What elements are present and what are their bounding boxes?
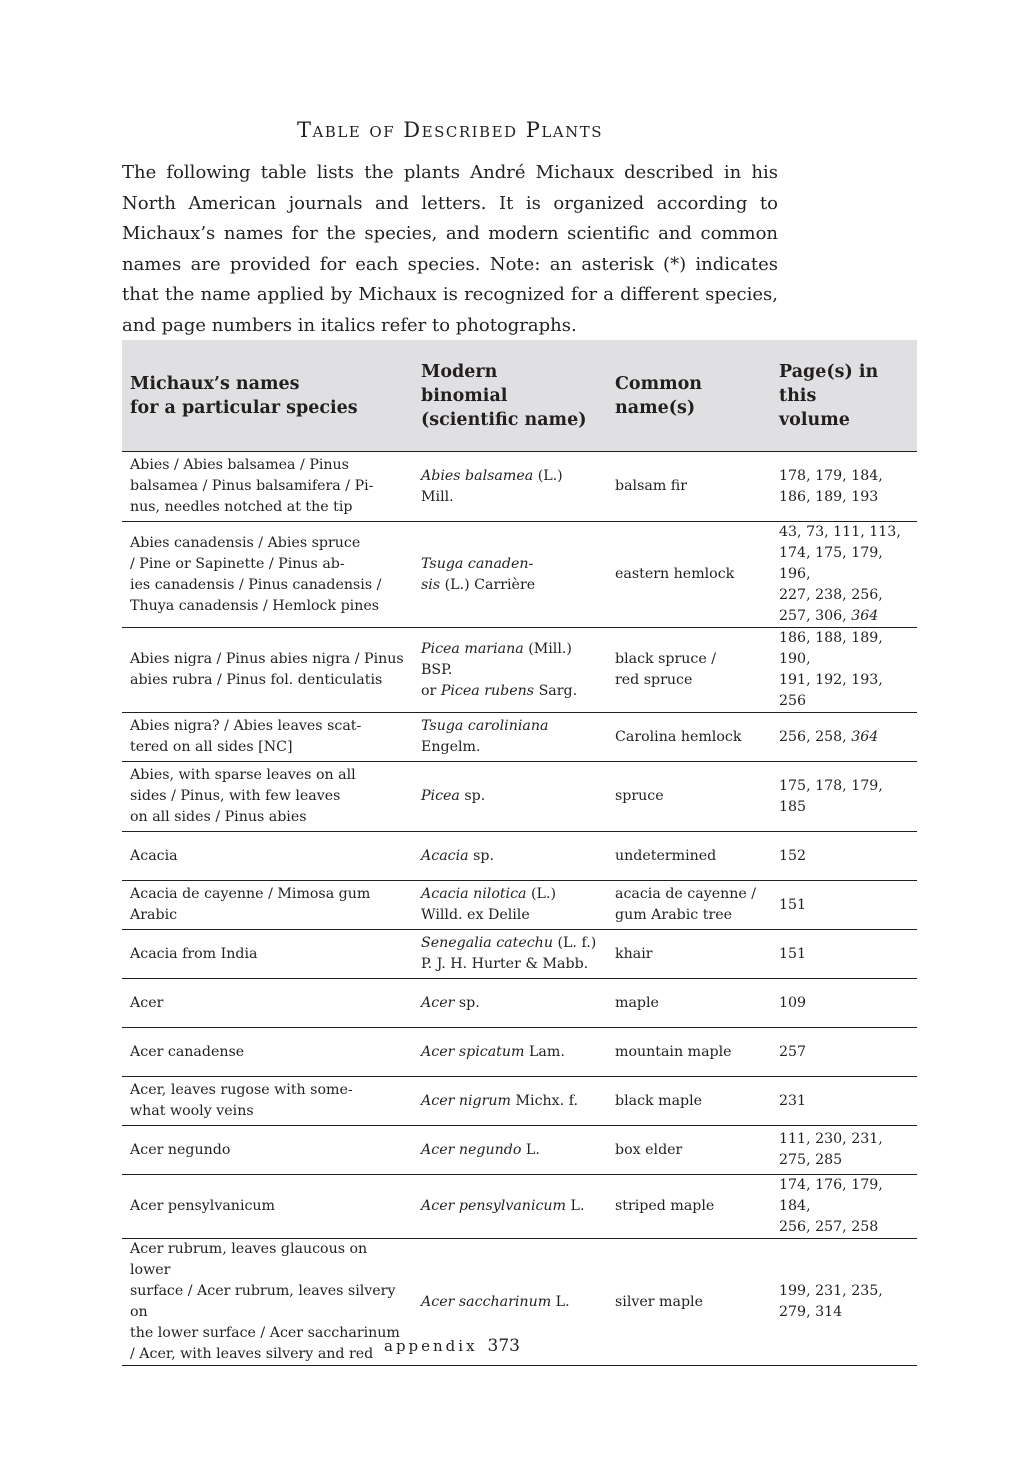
binomial-cell: Acer pensylvanicum L. xyxy=(413,1175,607,1239)
pages-cell: 256, 258, 364 xyxy=(771,713,917,762)
table-row xyxy=(122,452,917,522)
common-name-cell: acacia de cayenne / gum Arabic tree xyxy=(607,881,771,930)
table-row xyxy=(122,1028,917,1077)
table-row xyxy=(122,1126,917,1175)
michaux-names-cell: Acacia xyxy=(122,832,413,881)
table-row xyxy=(122,832,917,881)
binomial-cell: Acer negundo L. xyxy=(413,1126,607,1175)
common-name-cell: black maple xyxy=(607,1077,771,1126)
table-row xyxy=(122,713,917,762)
common-name-cell: black spruce / red spruce xyxy=(607,628,771,713)
michaux-names-cell: Abies nigra? / Abies leaves scat- tered on all sides [NC] xyxy=(122,713,413,762)
plants-table xyxy=(122,340,917,1366)
pages-cell: 186, 188, 189, 190, 191, 192, 193, 256 xyxy=(771,628,917,713)
michaux-names-cell: Acer xyxy=(122,979,413,1028)
binomial-cell: Acer sp. xyxy=(413,979,607,1028)
table-body xyxy=(122,452,917,1366)
pages-cell: 109 xyxy=(771,979,917,1028)
pages-cell: 199, 231, 235, 279, 314 xyxy=(771,1239,917,1366)
table-row xyxy=(122,930,917,979)
table-row xyxy=(122,1077,917,1126)
table-row xyxy=(122,881,917,930)
common-name-cell: Carolina hemlock xyxy=(607,713,771,762)
common-name-cell: undetermined xyxy=(607,832,771,881)
michaux-names-cell: Abies canadensis / Abies spruce / Pine or Sapinette / Pinus ab- ies canadensis / Pinus canadensis / Thuya canadensis / Hemlock pines xyxy=(122,522,413,628)
pages-cell: 231 xyxy=(771,1077,917,1126)
common-name-cell: khair xyxy=(607,930,771,979)
footer-label: appendix xyxy=(384,1337,478,1355)
table-header-row xyxy=(122,340,917,452)
michaux-names-cell: Acacia de cayenne / Mimosa gum Arabic xyxy=(122,881,413,930)
page-number: 373 xyxy=(487,1336,520,1356)
pages-cell: 257 xyxy=(771,1028,917,1077)
pages-cell: 43, 73, 111, 113, 174, 175, 179, 196, 227, 238, 256, 257, 306, 364 xyxy=(771,522,917,628)
header-michaux-names: Michaux’s names for a particular species xyxy=(122,340,413,452)
common-name-cell: mountain maple xyxy=(607,1028,771,1077)
binomial-cell: Picea mariana (Mill.) BSP. or Picea rubens Sarg. xyxy=(413,628,607,713)
pages-cell: 111, 230, 231, 275, 285 xyxy=(771,1126,917,1175)
common-name-cell: silver maple xyxy=(607,1239,771,1366)
michaux-names-cell: Abies nigra / Pinus abies nigra / Pinus abies rubra / Pinus fol. denticulatis xyxy=(122,628,413,713)
pages-cell: 174, 176, 179, 184, 256, 257, 258 xyxy=(771,1175,917,1239)
michaux-names-cell: Acer negundo xyxy=(122,1126,413,1175)
binomial-cell: Acer nigrum Michx. f. xyxy=(413,1077,607,1126)
michaux-names-cell: Acer pensylvanicum xyxy=(122,1175,413,1239)
binomial-cell: Picea sp. xyxy=(413,762,607,832)
table-row xyxy=(122,628,917,713)
table-row xyxy=(122,762,917,832)
page-footer xyxy=(384,1336,520,1356)
michaux-names-cell: Abies, with sparse leaves on all sides / Pinus, with few leaves on all sides / Pinus abies xyxy=(122,762,413,832)
pages-cell: 151 xyxy=(771,881,917,930)
michaux-names-cell: Acacia from India xyxy=(122,930,413,979)
common-name-cell: box elder xyxy=(607,1126,771,1175)
binomial-cell: Acer spicatum Lam. xyxy=(413,1028,607,1077)
pages-cell: 151 xyxy=(771,930,917,979)
header-common-names: Common name(s) xyxy=(607,340,771,452)
intro-paragraph: The following table lists the plants André Michaux described in his North American journals and letters. It is organized according to Michaux’s names for the species, and modern scientific and common names are provided for each species. Note: an asterisk (*) indicates that the name applied by Michaux is recognized for a different species, and page numbers in italics refer to photographs. xyxy=(122,162,778,336)
header-pages: Page(s) in this volume xyxy=(771,340,917,452)
table-row xyxy=(122,1175,917,1239)
common-name-cell: eastern hemlock xyxy=(607,522,771,628)
table-row xyxy=(122,979,917,1028)
binomial-cell: Abies balsamea (L.) Mill. xyxy=(413,452,607,522)
binomial-cell: Acer saccharinum L. xyxy=(413,1239,607,1366)
binomial-cell: Tsuga caroliniana Engelm. xyxy=(413,713,607,762)
header-modern-binomial: Modern binomial (scientific name) xyxy=(413,340,607,452)
common-name-cell: striped maple xyxy=(607,1175,771,1239)
binomial-cell: Acacia sp. xyxy=(413,832,607,881)
common-name-cell: spruce xyxy=(607,762,771,832)
binomial-cell: Tsuga canaden- sis (L.) Carrière xyxy=(413,522,607,628)
pages-cell: 152 xyxy=(771,832,917,881)
michaux-names-cell: Abies / Abies balsamea / Pinus balsamea / Pinus balsamifera / Pi- nus, needles notched at the tip xyxy=(122,452,413,522)
binomial-cell: Senegalia catechu (L. f.) P. J. H. Hurter & Mabb. xyxy=(413,930,607,979)
common-name-cell: maple xyxy=(607,979,771,1028)
pages-cell: 175, 178, 179, 185 xyxy=(771,762,917,832)
binomial-cell: Acacia nilotica (L.) Willd. ex Delile xyxy=(413,881,607,930)
common-name-cell: balsam fir xyxy=(607,452,771,522)
page-title: Table of Described Plants xyxy=(296,118,604,142)
pages-cell: 178, 179, 184, 186, 189, 193 xyxy=(771,452,917,522)
michaux-names-cell: Acer rubrum, leaves glaucous on lower surface / Acer rubrum, leaves silvery on the lower surface / Acer saccharinum / Acer, with leaves silvery and red xyxy=(122,1239,413,1366)
michaux-names-cell: Acer, leaves rugose with some- what wooly veins xyxy=(122,1077,413,1126)
table-row xyxy=(122,522,917,628)
michaux-names-cell: Acer canadense xyxy=(122,1028,413,1077)
